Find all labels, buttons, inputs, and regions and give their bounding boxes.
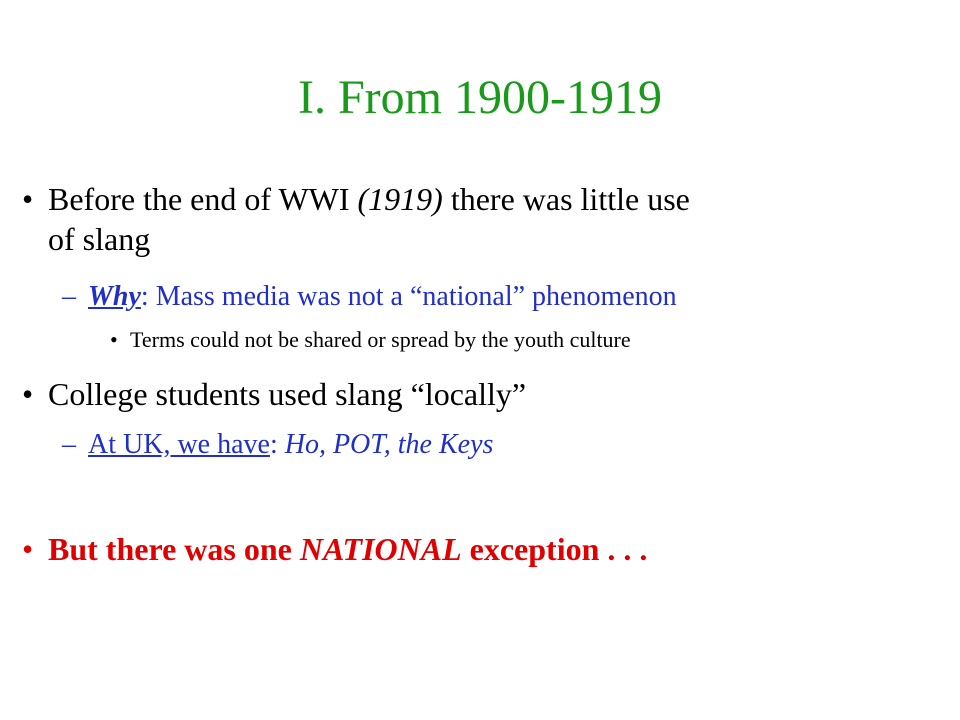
sub-bullet-marker: – xyxy=(62,281,76,312)
sub-bullet-text: Mass media was not a “national” phenomenon xyxy=(155,281,677,312)
bullet-marker: • xyxy=(22,181,34,217)
why-label: Why xyxy=(88,281,141,312)
bullet-marker: • xyxy=(22,531,34,567)
bullet-text-part: Before the end of WWI xyxy=(48,181,358,217)
tertiary-bullet-text: Terms could not be shared or spread by the youth culture xyxy=(130,327,631,352)
sub-bullet-marker: – xyxy=(62,429,76,460)
uk-label: At UK, we have xyxy=(88,429,270,460)
tertiary-bullet-marker: • xyxy=(110,327,118,352)
national-emphasis: NATIONAL xyxy=(299,531,462,567)
exception-text-part: But there was one xyxy=(48,531,300,567)
sub-bullet-why xyxy=(88,280,677,314)
bullet-text-part: there was little use xyxy=(442,181,690,217)
bullet-text-exception xyxy=(48,530,647,568)
slide-title: I. From 1900-1919 xyxy=(298,71,662,124)
exception-text-part: exception . . . xyxy=(461,531,648,567)
colon: : xyxy=(140,281,156,312)
colon: : xyxy=(269,429,285,460)
bullet-marker: • xyxy=(22,376,34,412)
bullet-text-wwi xyxy=(48,180,690,218)
bullet-text-wwi-continued: of slang xyxy=(48,221,151,257)
year-label: (1919) xyxy=(357,181,443,217)
uk-examples: Ho, POT, the Keys xyxy=(284,429,494,460)
sub-bullet-uk xyxy=(88,428,493,462)
bullet-text-college: College students used slang “locally” xyxy=(48,376,527,412)
